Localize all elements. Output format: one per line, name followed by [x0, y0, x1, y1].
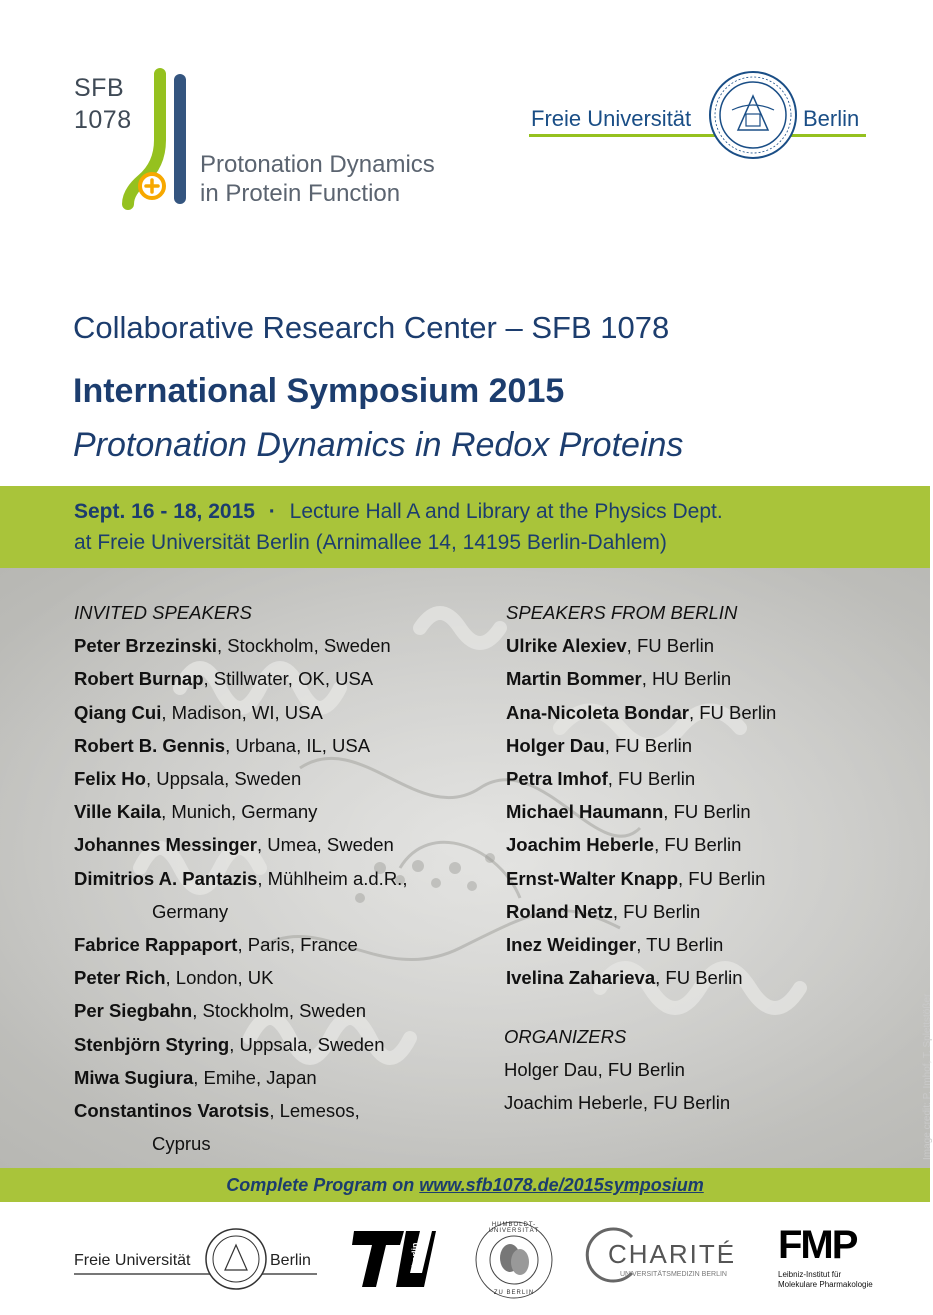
speaker-entry — [74, 795, 407, 828]
speaker-entry — [74, 629, 407, 662]
speaker-entry — [74, 696, 407, 729]
footer-fu-logo — [74, 1221, 319, 1301]
speaker-name: Inez Weidinger — [506, 934, 637, 956]
speaker-name: Ana-Nicoleta Bondar — [506, 701, 689, 723]
footer-fu-right: Berlin — [270, 1252, 311, 1269]
speaker-entry — [74, 662, 407, 695]
fmp-subtext-2: Molekulare Pharmakologie — [778, 1280, 873, 1289]
sfb-logo — [70, 70, 470, 210]
speaker-entry — [506, 828, 776, 861]
speaker-name: Stenbjörn Styring — [74, 1033, 230, 1055]
speaker-entry — [74, 1094, 407, 1127]
speaker-affiliation: , Paris, France — [237, 934, 358, 956]
speaker-entry — [74, 1061, 407, 1094]
organizers-heading: ORGANIZERS — [504, 1026, 627, 1047]
speaker-affiliation-continued: Germany — [152, 900, 229, 922]
tu-berlin-logo — [352, 1227, 436, 1291]
speaker-name: Ville Kaila — [74, 801, 162, 823]
speaker-name: Joachim Heberle — [506, 834, 655, 856]
image-credit: Image credit: P. Imhof, T. Splettstößer — [922, 993, 933, 1160]
speaker-name: Constantinos Varotsis — [74, 1100, 270, 1122]
speaker-entry — [506, 629, 776, 662]
speaker-affiliation: , FU Berlin — [626, 635, 715, 657]
speaker-entry — [74, 1028, 407, 1061]
fu-berlin-logo — [525, 70, 870, 160]
speaker-entry — [506, 795, 776, 828]
speaker-affiliation: , Lemesos, — [269, 1100, 360, 1122]
speaker-name: Felix Ho — [74, 768, 146, 790]
charite-text: CHARITÉ — [608, 1239, 737, 1269]
speaker-affiliation: , Madison, WI, USA — [161, 701, 323, 723]
footer-fu-rule — [74, 1273, 317, 1275]
speaker-name: Roland Netz — [506, 900, 613, 922]
charite-subtext: UNIVERSITÄTSMEDIZIN BERLIN — [620, 1271, 727, 1278]
speaker-entry — [506, 762, 776, 795]
speaker-name: Fabrice Rappaport — [74, 934, 238, 956]
speaker-affiliation: , Stockholm, Sweden — [192, 1000, 367, 1022]
speaker-name: Peter Rich — [74, 967, 166, 989]
speaker-entry — [506, 928, 776, 961]
speaker-name: Holger Dau — [506, 734, 605, 756]
speaker-name: Qiang Cui — [74, 701, 162, 723]
speaker-affiliation: , London, UK — [165, 967, 274, 989]
speaker-entry — [506, 862, 776, 895]
fu-logo-green-rule — [529, 134, 866, 137]
speaker-name: Per Siegbahn — [74, 1000, 193, 1022]
speaker-affiliation-continued: Cyprus — [152, 1133, 211, 1155]
speaker-name: Ernst-Walter Knapp — [506, 867, 678, 889]
event-dates: Sept. 16 - 18, 2015 — [74, 500, 255, 523]
organizers-column — [504, 1020, 730, 1120]
invited-speakers-list — [74, 629, 407, 1160]
speaker-affiliation: , FU Berlin — [688, 701, 777, 723]
speaker-name: Ivelina Zaharieva — [506, 967, 656, 989]
university-seal-icon — [708, 70, 798, 160]
speaker-entry — [506, 729, 776, 762]
program-link[interactable]: www.sfb1078.de/2015symposium — [419, 1175, 704, 1195]
fmp-logo — [778, 1223, 888, 1293]
speaker-affiliation: , FU Berlin — [655, 967, 743, 989]
speaker-name: Martin Bommer — [506, 668, 642, 690]
speaker-affiliation: , Mühlheim a.d.R., — [257, 867, 408, 889]
speaker-affiliation: , FU Berlin — [678, 867, 766, 889]
speaker-name: Robert B. Gennis — [74, 734, 226, 756]
fmp-subtext-1: Leibniz-Institut für — [778, 1270, 842, 1279]
speaker-entry — [74, 729, 407, 762]
speaker-affiliation: , FU Berlin — [612, 900, 701, 922]
speaker-entry — [74, 994, 407, 1027]
speaker-name: Petra Imhof — [506, 768, 608, 790]
speaker-affiliation: , FU Berlin — [607, 768, 696, 790]
speaker-name: Miwa Sugiura — [74, 1066, 194, 1088]
speaker-affiliation: , FU Berlin — [654, 834, 742, 856]
invited-speakers-column — [74, 596, 407, 1160]
berlin-speakers-column — [506, 596, 776, 994]
sfb-logo-line1: SFB — [74, 74, 125, 102]
speaker-affiliation: , FU Berlin — [604, 734, 693, 756]
event-info-band — [0, 486, 930, 568]
fu-logo-left-text: Freie Universität — [531, 106, 692, 131]
speaker-entry — [506, 662, 776, 695]
berlin-speakers-heading: SPEAKERS FROM BERLIN — [506, 602, 738, 623]
speaker-affiliation: , FU Berlin — [663, 801, 751, 823]
speaker-name: Dimitrios A. Pantazis — [74, 867, 258, 889]
sponsor-logos — [0, 1205, 930, 1315]
speaker-entry — [506, 961, 776, 994]
speaker-affiliation: , TU Berlin — [636, 934, 724, 956]
sfb-mark-icon — [110, 70, 200, 210]
speaker-entry — [74, 762, 407, 795]
speaker-affiliation: , Stockholm, Sweden — [216, 635, 391, 657]
speaker-entry — [74, 928, 407, 961]
event-location-line1: Lecture Hall A and Library at the Physics Dept. — [289, 500, 723, 523]
title-topic: Protonation Dynamics in Redox Proteins — [73, 426, 684, 464]
humboldt-top-text: HUMBOLDT-UNIVERSITÄT — [488, 1222, 540, 1234]
footer-fu-left: Freie Universität — [74, 1252, 191, 1269]
berlin-speakers-list — [506, 629, 776, 994]
speaker-affiliation: , Stillwater, OK, USA — [203, 668, 374, 690]
speaker-affiliation: , Uppsala, Sweden — [229, 1033, 385, 1055]
title-collaborative-center: Collaborative Research Center – SFB 1078 — [73, 310, 670, 345]
sfb-logo-subtitle-1: Protonation Dynamics — [200, 151, 435, 178]
speaker-entry — [74, 862, 407, 895]
separator-dot: · — [268, 500, 276, 523]
speaker-name: Peter Brzezinski — [74, 635, 217, 657]
speaker-entry — [74, 828, 407, 861]
charite-logo — [582, 1223, 752, 1293]
sfb-logo-subtitle-2: in Protein Function — [200, 180, 401, 207]
sfb-logo-line2: 1078 — [74, 106, 132, 134]
fmp-text: FMP — [778, 1223, 857, 1267]
speaker-entry — [506, 895, 776, 928]
speaker-entry — [74, 961, 407, 994]
speaker-entry — [506, 696, 776, 729]
speaker-affiliation: , Urbana, IL, USA — [225, 734, 371, 756]
footer-seal-icon — [204, 1227, 268, 1291]
invited-speakers-heading: INVITED SPEAKERS — [74, 602, 252, 623]
humboldt-bottom-text: ZU BERLIN — [493, 1290, 535, 1296]
speaker-name: Michael Haumann — [506, 801, 664, 823]
program-prefix: Complete Program on — [226, 1175, 420, 1195]
speaker-affiliation: , Munich, Germany — [161, 801, 318, 823]
organizer-item: Joachim Heberle, FU Berlin — [504, 1092, 731, 1114]
speaker-affiliation: , HU Berlin — [641, 668, 732, 690]
speaker-affiliation: , Emihe, Japan — [193, 1066, 317, 1088]
humboldt-logo — [474, 1220, 554, 1300]
speaker-name: Robert Burnap — [74, 668, 204, 690]
program-band — [0, 1168, 930, 1202]
event-location-line2: at Freie Universität Berlin (Arnimallee 14, 14195 Berlin-Dahlem) — [74, 531, 667, 554]
tu-logo-text: berlin — [410, 1242, 420, 1267]
speaker-affiliation: , Uppsala, Sweden — [145, 768, 302, 790]
speaker-name: Ulrike Alexiev — [506, 635, 627, 657]
speakers-section — [0, 568, 930, 1168]
speaker-affiliation: , Umea, Sweden — [257, 834, 394, 856]
tu-mark-icon — [352, 1227, 436, 1291]
organizer-item: Holger Dau, FU Berlin — [504, 1059, 685, 1081]
fu-logo-right-text: Berlin — [803, 106, 860, 131]
program-line — [0, 1175, 930, 1196]
title-symposium: International Symposium 2015 — [73, 372, 565, 410]
event-date-location-line — [74, 500, 723, 524]
speaker-name: Johannes Messinger — [74, 834, 258, 856]
